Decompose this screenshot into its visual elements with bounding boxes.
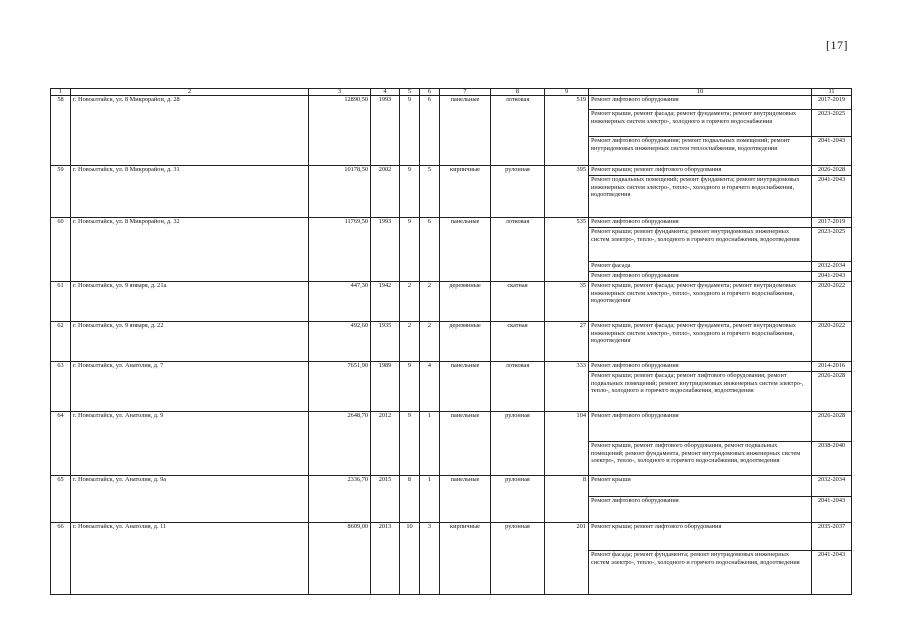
record-number: 61 xyxy=(51,282,71,322)
year-cell: 1989 xyxy=(371,362,400,412)
work-description: Ремонт крыши; ремонт лифтового оборудования xyxy=(589,166,812,176)
area-cell: 8609,00 xyxy=(309,523,371,595)
floors-cell: 9 xyxy=(400,96,420,166)
year-cell: 2013 xyxy=(371,523,400,595)
header-cell: 10 xyxy=(589,89,812,96)
header-cell: 2 xyxy=(71,89,309,96)
table-row xyxy=(51,523,852,551)
header-cell: 4 xyxy=(371,89,400,96)
entrances-cell: 6 xyxy=(420,218,440,282)
residents-cell: 201 xyxy=(545,523,589,595)
header-row xyxy=(51,89,852,96)
floors-cell: 9 xyxy=(400,362,420,412)
year-cell: 1935 xyxy=(371,322,400,362)
table-row xyxy=(51,96,852,110)
table-row xyxy=(51,362,852,372)
floors-cell: 9 xyxy=(400,412,420,476)
entrances-cell: 4 xyxy=(420,362,440,412)
work-period: 2026-2028 xyxy=(812,412,852,442)
area-cell: 447,30 xyxy=(309,282,371,322)
walls-cell: панельные xyxy=(440,362,491,412)
header-cell: 5 xyxy=(400,89,420,96)
record-number: 58 xyxy=(51,96,71,166)
roof-cell: скатная xyxy=(491,322,545,362)
address-cell: г. Новоалтайск, ул. 9 января, д. 21а xyxy=(71,282,309,322)
table-row xyxy=(51,166,852,176)
floors-cell: 2 xyxy=(400,322,420,362)
area-cell: 7651,90 xyxy=(309,362,371,412)
work-description: Ремонт лифтового оборудования; ремонт подвальных помещений; ремонт внутридомовых инженерных систем теплоснабжения, водоотведения xyxy=(589,137,812,166)
header-cell: 1 xyxy=(51,89,71,96)
work-period: 2041-2043 xyxy=(812,137,852,166)
work-description: Ремонт фасада xyxy=(589,262,812,272)
address-cell: г. Новоалтайск, ул. Анатолия, д. 9а xyxy=(71,476,309,523)
table-row xyxy=(51,476,852,497)
header-cell: 11 xyxy=(812,89,852,96)
walls-cell: панельные xyxy=(440,412,491,476)
work-period: 2023-2025 xyxy=(812,228,852,262)
year-cell: 2015 xyxy=(371,476,400,523)
record-number: 60 xyxy=(51,218,71,282)
work-period: 2041-2043 xyxy=(812,551,852,595)
residents-cell: 27 xyxy=(545,322,589,362)
area-cell: 12890,50 xyxy=(309,96,371,166)
area-cell: 2336,70 xyxy=(309,476,371,523)
work-description: Ремонт лифтового оборудования xyxy=(589,96,812,110)
work-description: Ремонт крыши; ремонт фасада; ремонт лифтового оборудования; ремонт подвальных помещений; ремонт внутридомовых инженерных систем электро-, тепло-, холодного и горячего водоснабжения, водоотведения xyxy=(589,372,812,412)
roof-cell: рулонная xyxy=(491,523,545,595)
record-number: 59 xyxy=(51,166,71,218)
roof-cell: лотковая xyxy=(491,362,545,412)
year-cell: 2002 xyxy=(371,166,400,218)
roof-cell: рулонная xyxy=(491,166,545,218)
entrances-cell: 2 xyxy=(420,282,440,322)
walls-cell: панельные xyxy=(440,96,491,166)
work-description: Ремонт лифтового оборудования xyxy=(589,362,812,372)
work-description: Ремонт крыши, ремонт лифтового оборудования, ремонт подвальных помещений; ремонт фундамента, ремонт внутридомовых инженерных систем электро-, тепло-, холодного и горячего водоснабжения, водоотведения xyxy=(589,442,812,476)
table-row xyxy=(51,218,852,228)
residents-cell: 104 xyxy=(545,412,589,476)
entrances-cell: 2 xyxy=(420,322,440,362)
work-description: Ремонт крыши, ремонт фасада; ремонт фундамента; ремонт внутридомовых инженерных систем электро-, тепло-, холодного и горячего водоснабжения, водоотведения xyxy=(589,282,812,322)
area-cell: 492,60 xyxy=(309,322,371,362)
floors-cell: 8 xyxy=(400,476,420,523)
walls-cell: кирпичные xyxy=(440,166,491,218)
area-cell: 11769,50 xyxy=(309,218,371,282)
address-cell: г. Новоалтайск, ул. Анатолия, д. 11 xyxy=(71,523,309,595)
address-cell: г. Новоалтайск, ул. 8 Микрорайон, д. 32 xyxy=(71,218,309,282)
work-period: 2041-2043 xyxy=(812,272,852,282)
work-period: 2026-2028 xyxy=(812,166,852,176)
table-row xyxy=(51,282,852,322)
work-period: 2026-2028 xyxy=(812,372,852,412)
year-cell: 1993 xyxy=(371,96,400,166)
roof-cell: лотковая xyxy=(491,218,545,282)
record-number: 64 xyxy=(51,412,71,476)
year-cell: 1942 xyxy=(371,282,400,322)
address-cell: г. Новоалтайск, ул. 9 января, д. 22 xyxy=(71,322,309,362)
entrances-cell: 1 xyxy=(420,476,440,523)
entrances-cell: 3 xyxy=(420,523,440,595)
work-period: 2020-2022 xyxy=(812,282,852,322)
work-period: 2032-2034 xyxy=(812,476,852,497)
work-description: Ремонт лифтового оборудования xyxy=(589,218,812,228)
address-cell: г. Новоалтайск, ул. 8 Микрорайон, д. 28 xyxy=(71,96,309,166)
work-period: 2023-2025 xyxy=(812,110,852,137)
work-period: 2017-2019 xyxy=(812,218,852,228)
roof-cell: скатная xyxy=(491,282,545,322)
year-cell: 2012 xyxy=(371,412,400,476)
work-description: Ремонт крыши; ремонт фундамента; ремонт внутридомовых инженерных систем электро-, тепло-, холодного и горячего водоснабжения, водоотведения xyxy=(589,228,812,262)
area-cell: 2648,70 xyxy=(309,412,371,476)
residents-cell: 35 xyxy=(545,282,589,322)
work-description: Ремонт крыши; ремонт лифтового оборудования xyxy=(589,523,812,551)
work-period: 2038-2040 xyxy=(812,442,852,476)
work-period: 2020-2022 xyxy=(812,322,852,362)
record-number: 63 xyxy=(51,362,71,412)
header-cell: 3 xyxy=(309,89,371,96)
record-number: 62 xyxy=(51,322,71,362)
work-description: Ремонт лифтового оборудования xyxy=(589,412,812,442)
residents-cell: 519 xyxy=(545,96,589,166)
page-number: [17] xyxy=(826,38,848,52)
header-cell: 6 xyxy=(420,89,440,96)
walls-cell: панельные xyxy=(440,218,491,282)
work-description: Ремонт фасада; ремонт фундамента; ремонт внутридомовых инженерных систем электро-, тепло-, холодного и горячего водоснабжения, водоотведения xyxy=(589,551,812,595)
table-row xyxy=(51,322,852,362)
work-period: 2032-2034 xyxy=(812,262,852,272)
roof-cell: рулонная xyxy=(491,476,545,523)
address-cell: г. Новоалтайск, ул. 8 Микрорайон, д. 31 xyxy=(71,166,309,218)
work-description: Ремонт лифтового оборудования xyxy=(589,272,812,282)
work-period: 2017-2019 xyxy=(812,96,852,110)
header-cell: 8 xyxy=(491,89,545,96)
work-description: Ремонт крыши, ремонт фасада; ремонт фундамента, ремонт внутридомовых инженерных систем электро-, тепло-, холодного и горячего водоснабжения, водоотведения xyxy=(589,322,812,362)
work-period: 2014-2016 xyxy=(812,362,852,372)
floors-cell: 10 xyxy=(400,523,420,595)
residents-cell: 395 xyxy=(545,166,589,218)
address-cell: г. Новоалтайск, ул. Анатолия, д. 9 xyxy=(71,412,309,476)
header-cell: 7 xyxy=(440,89,491,96)
roof-cell: рулонная xyxy=(491,412,545,476)
entrances-cell: 1 xyxy=(420,412,440,476)
walls-cell: деревянные xyxy=(440,282,491,322)
address-cell: г. Новоалтайск, ул. Анатолия, д. 7 xyxy=(71,362,309,412)
residents-cell: 535 xyxy=(545,218,589,282)
work-period: 2041-2043 xyxy=(812,176,852,218)
floors-cell: 2 xyxy=(400,282,420,322)
record-number: 66 xyxy=(51,523,71,595)
work-description: Ремонт подвальных помещений; ремонт фундамента; ремонт внутридомовых инженерных систем электро-, тепло-, холодного и горячего водоснабжения, водоотведения xyxy=(589,176,812,218)
year-cell: 1993 xyxy=(371,218,400,282)
work-period: 2041-2043 xyxy=(812,497,852,523)
residents-cell: 333 xyxy=(545,362,589,412)
floors-cell: 9 xyxy=(400,218,420,282)
area-cell: 10178,50 xyxy=(309,166,371,218)
header-cell: 9 xyxy=(545,89,589,96)
walls-cell: панельные xyxy=(440,476,491,523)
walls-cell: деревянные xyxy=(440,322,491,362)
work-description: Ремонт лифтового оборудования xyxy=(589,497,812,523)
entrances-cell: 6 xyxy=(420,96,440,166)
entrances-cell: 5 xyxy=(420,166,440,218)
table-row xyxy=(51,412,852,442)
floors-cell: 9 xyxy=(400,166,420,218)
work-period: 2035-2037 xyxy=(812,523,852,551)
record-number: 65 xyxy=(51,476,71,523)
capital-repair-table xyxy=(50,88,852,595)
roof-cell: лотковая xyxy=(491,96,545,166)
work-description: Ремонт крыши, ремонт фасада; ремонт фундамента; ремонт внутридомовых инженерных систем электро-, холодного и горячего водоснабжения xyxy=(589,110,812,137)
work-description: Ремонт крыши xyxy=(589,476,812,497)
walls-cell: кирпичные xyxy=(440,523,491,595)
residents-cell: 8 xyxy=(545,476,589,523)
